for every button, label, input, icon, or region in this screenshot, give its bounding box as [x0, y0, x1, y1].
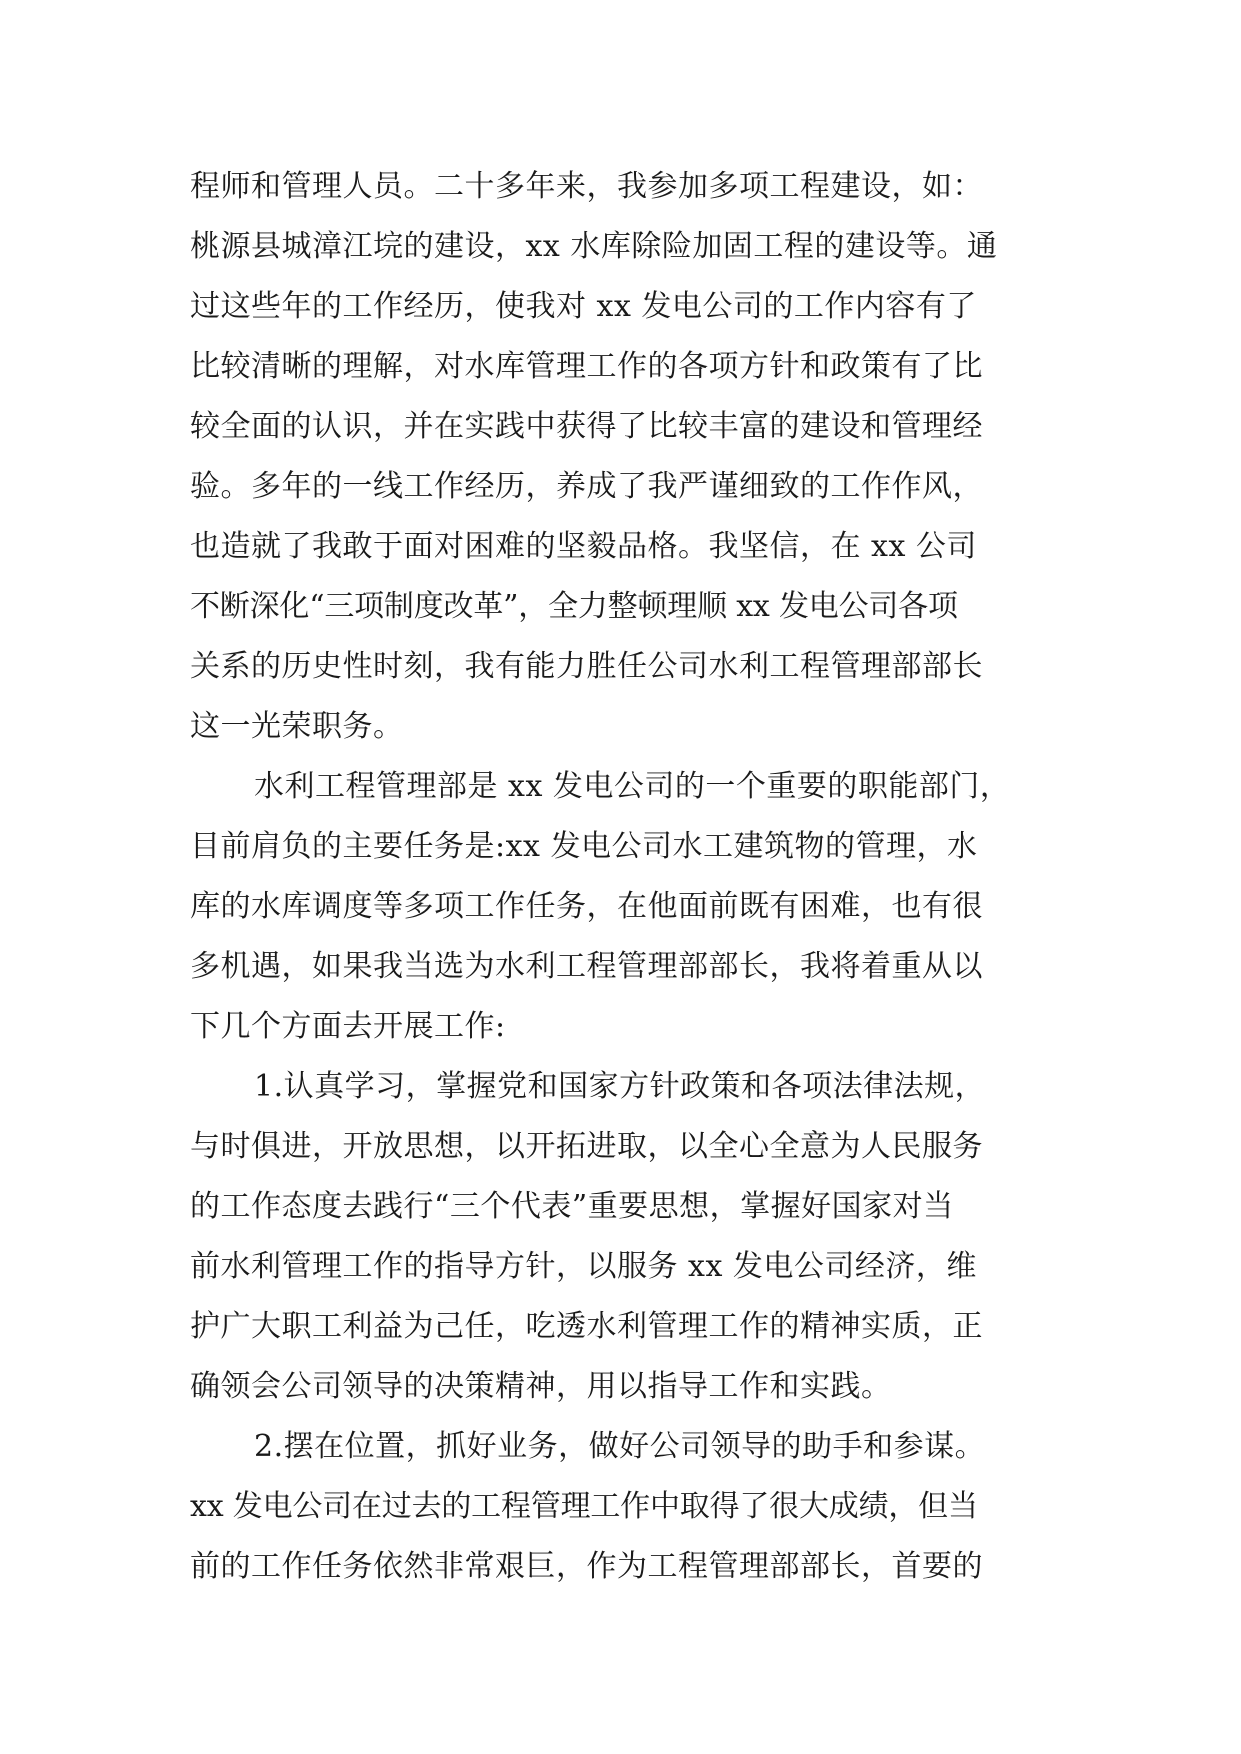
text-line: 这一光荣职务。	[190, 709, 404, 744]
paragraph-first-line: 水利工程管理部是 xx 发电公司的一个重要的职能部门，	[254, 769, 1011, 804]
body-text	[190, 157, 1060, 1597]
text-line: 目前肩负的主要任务是:xx 发电公司水工建筑物的管理，水	[190, 829, 978, 864]
text-line: 与时俱进，开放思想，以开拓进取，以全心全意为人民服务	[190, 1129, 983, 1164]
text-line: 多机遇，如果我当选为水利工程管理部部长，我将着重从以	[190, 949, 983, 984]
text-line: 前水利管理工作的指导方针，以服务 xx 发电公司经济，维	[190, 1249, 977, 1284]
text-line: 库的水库调度等多项工作任务，在他面前既有困难，也有很	[190, 889, 983, 924]
text-line: 前的工作任务依然非常艰巨，作为工程管理部部长，首要的	[190, 1549, 983, 1584]
text-line: 关系的历史性时刻，我有能力胜任公司水利工程管理部部长	[190, 649, 983, 684]
text-line: 不断深化“三项制度改革”，全力整顿理顺 xx 发电公司各项	[190, 589, 958, 624]
text-line: 下几个方面去开展工作:	[190, 1009, 506, 1044]
text-line: xx 发电公司在过去的工程管理工作中取得了很大成绩，但当	[190, 1489, 978, 1524]
text-line: 的工作态度去践行“三个代表”重要思想，掌握好国家对当	[190, 1189, 954, 1224]
text-line: 验。多年的一线工作经历，养成了我严谨细致的工作作风，	[190, 469, 983, 504]
text-line: 比较清晰的理解，对水库管理工作的各项方针和政策有了比	[190, 349, 983, 384]
text-line: 过这些年的工作经历，使我对 xx 发电公司的工作内容有了	[190, 289, 977, 324]
list-item-1-first-line: 1.认真学习，掌握党和国家方针政策和各项法律法规，	[254, 1069, 986, 1104]
text-line: 较全面的认识，并在实践中获得了比较丰富的建设和管理经	[190, 409, 983, 444]
text-line: 确领会公司领导的决策精神，用以指导工作和实践。	[190, 1369, 892, 1404]
text-line: 也造就了我敢于面对困难的坚毅品格。我坚信，在 xx 公司	[190, 529, 977, 564]
text-line: 护广大职工利益为己任，吃透水利管理工作的精神实质，正	[190, 1309, 983, 1344]
list-item-2-first-line: 2.摆在位置，抓好业务，做好公司领导的助手和参谋。	[254, 1429, 986, 1464]
text-line: 桃源县城漳江垸的建设，xx 水库除险加固工程的建设等。通	[190, 229, 998, 264]
text-line: 程师和管理人员。二十多年来，我参加多项工程建设，如：	[190, 169, 983, 204]
